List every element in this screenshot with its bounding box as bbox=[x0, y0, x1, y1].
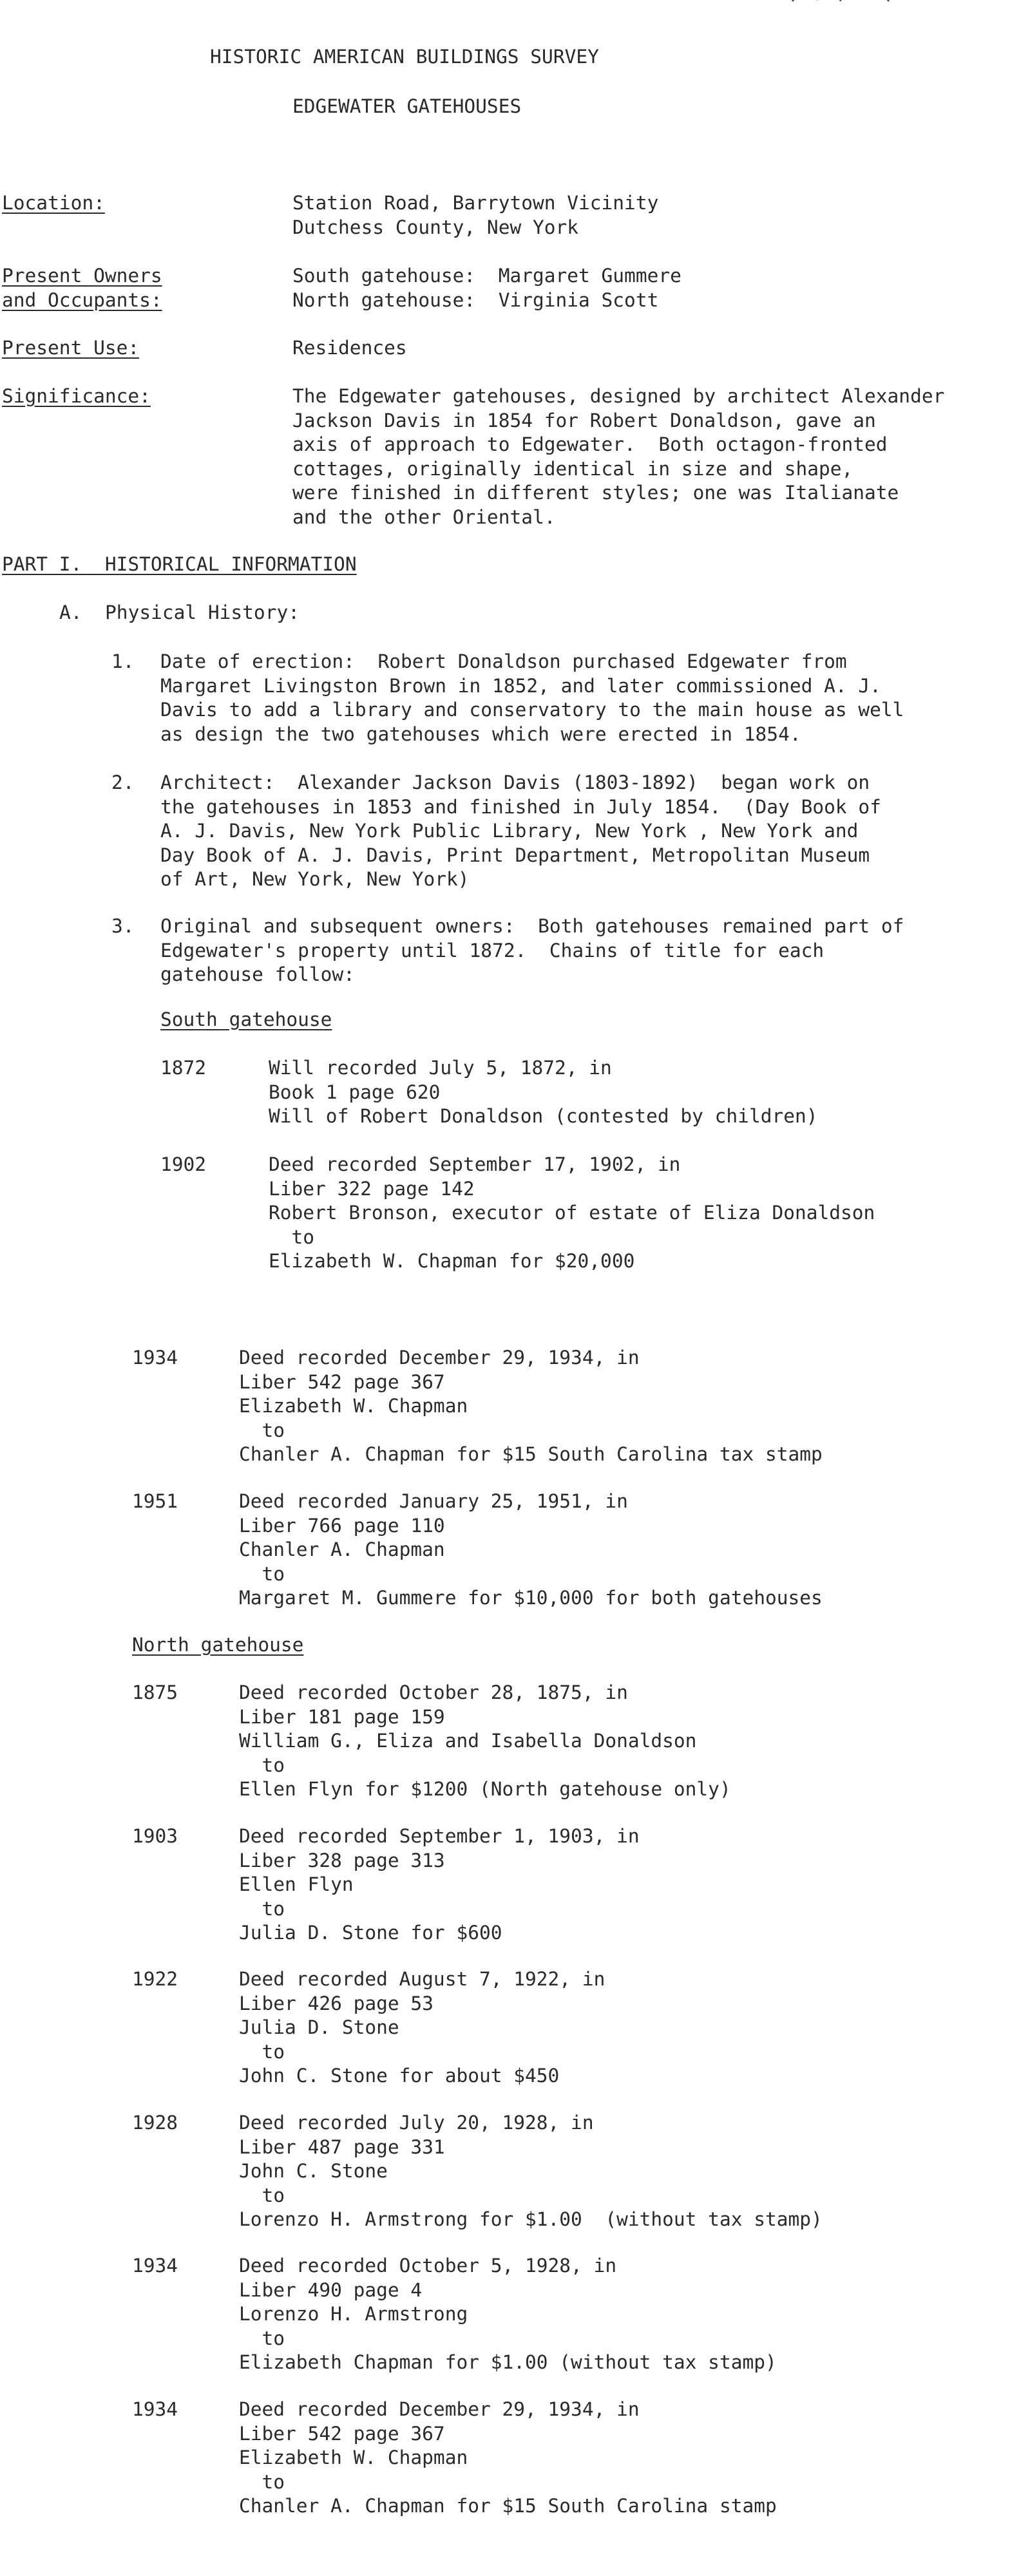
entry-year: 1934 bbox=[132, 2255, 178, 2277]
entry-text: Will recorded July 5, 1872, in Book 1 page 620 Will of Robert Donaldson (contested by children) bbox=[269, 1057, 818, 1127]
item-number: 3. bbox=[111, 915, 135, 937]
part1-heading: PART I. HISTORICAL INFORMATION bbox=[2, 553, 357, 575]
owners-value: South gatehouse: Margaret Gummere North gatehouse: Virginia Scott bbox=[292, 265, 681, 311]
entry-year: 1922 bbox=[132, 1968, 178, 1990]
north-gatehouse-heading: North gatehouse bbox=[132, 1634, 304, 1656]
entry-text: Deed recorded December 29, 1934, in Liber 542 page 367 Elizabeth W. Chapman to Chanler A. Chapman for $15 South Carolina tax stamp bbox=[239, 1347, 823, 1465]
section-a-heading: A. Physical History: bbox=[59, 601, 300, 623]
entry-year: 1934 bbox=[132, 1347, 178, 1368]
significance-value: The Edgewater gatehouses, designed by architect Alexander Jackson Davis in 1854 for Robert Donaldson, gave an axis of approach to Edgewater. Both octagon-fronted cottages, originally identical in size and shape, were finished in different styles; one was Italianate and the other Oriental. bbox=[292, 385, 945, 528]
entry-text: Deed recorded July 20, 1928, in Liber 487 page 331 John C. Stone to Lorenzo H. Armstrong for $1.00 (without tax stamp) bbox=[239, 2112, 823, 2230]
location-value: Station Road, Barrytown Vicinity Dutchess County, New York bbox=[292, 192, 659, 238]
use-label: Present Use: bbox=[2, 337, 140, 359]
entry-year: 1902 bbox=[160, 1153, 207, 1175]
entry-text: Deed recorded September 17, 1902, in Liber 322 page 142 Robert Bronson, executor of estate of Eliza Donaldson to Elizabeth W. Chapman for $20,000 bbox=[269, 1153, 875, 1272]
entry-year: 1875 bbox=[132, 1681, 178, 1703]
document-subtitle: EDGEWATER GATEHOUSES bbox=[292, 95, 522, 117]
location-label: Location: bbox=[2, 192, 105, 214]
entry-year: 1903 bbox=[132, 1825, 178, 1847]
use-value: Residences bbox=[292, 337, 407, 359]
entry-text: Deed recorded October 28, 1875, in Liber 181 page 159 William G., Eliza and Isabella Donaldson to Ellen Flyn for $1200 (North gatehouse only) bbox=[239, 1681, 731, 1800]
entry-year: 1872 bbox=[160, 1057, 207, 1079]
item-text: Original and subsequent owners: Both gatehouses remained part of Edgewater's property until 1872. Chains of title for each gatehouse follow: bbox=[160, 915, 904, 985]
document-title: HISTORIC AMERICAN BUILDINGS SURVEY bbox=[210, 46, 599, 68]
item-number: 2. bbox=[111, 772, 135, 793]
item-text: Date of erection: Robert Donaldson purchased Edgewater from Margaret Livingston Brown in 1852, and later commissioned A. J. Davis to add a library and conservatory to the main house as well as design the two gatehouses which were erected in 1854. bbox=[160, 650, 904, 745]
item-text: Architect: Alexander Jackson Davis (1803-1892) began work on the gatehouses in 1853 and finished in July 1854. (Day Book of A. J. Davis, New York Public Library, New York , New York and Day Book of A. J. Davis, Print Department, Metropolitan Museum of Art, New York, New York) bbox=[160, 772, 881, 890]
entry-year: 1934 bbox=[132, 2398, 178, 2420]
entry-text: Deed recorded October 5, 1928, in Liber 490 page 4 Lorenzo H. Armstrong to Elizabeth Chapman for $1.00 (without tax stamp) bbox=[239, 2255, 777, 2373]
owners-label: Present Owners and Occupants: bbox=[2, 265, 162, 311]
entry-text: Deed recorded August 7, 1922, in Liber 426 page 53 Julia D. Stone to John C. Stone for about $450 bbox=[239, 1968, 605, 2087]
significance-label: Significance: bbox=[2, 385, 151, 407]
entry-text: Deed recorded December 29, 1934, in Liber 542 page 367 Elizabeth W. Chapman to Chanler A. Chapman for $15 South Carolina stamp bbox=[239, 2398, 777, 2517]
south-gatehouse-heading: South gatehouse bbox=[160, 1009, 332, 1030]
entry-text: Deed recorded September 1, 1903, in Liber 328 page 313 Ellen Flyn to Julia D. Stone for $600 bbox=[239, 1825, 640, 1944]
entry-text: Deed recorded January 25, 1951, in Liber 766 page 110 Chanler A. Chapman to Margaret M. Gummere for $10,000 for both gatehouses bbox=[239, 1490, 823, 1609]
item-number: 1. bbox=[111, 650, 135, 672]
handwritten-page-mark bbox=[779, 0, 895, 5]
entry-year: 1951 bbox=[132, 1490, 178, 1512]
entry-year: 1928 bbox=[132, 2112, 178, 2134]
